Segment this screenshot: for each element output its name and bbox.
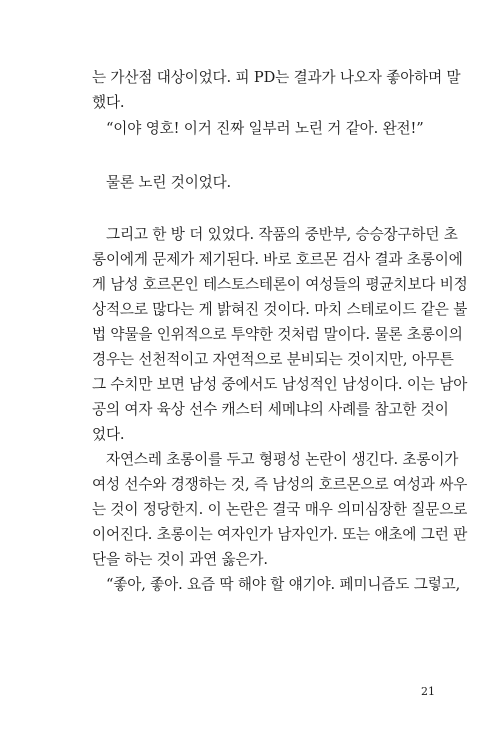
text-line: 자연스레 초롱이를 두고 형평성 논란이 생긴다. 초롱이가 (106, 451, 459, 468)
text-line: 이어진다. 초롱이는 여자인가 남자인가. 또는 애초에 그런 판 (92, 526, 468, 543)
text-line: “이야 영호! 이거 진짜 일부러 노린 거 같아. 완전!” (106, 120, 424, 137)
text-line: 게 남성 호르몬인 테스토스테론이 여성들의 평균치보다 비정 (92, 276, 468, 293)
text-line: 는 가산점 대상이었다. 피 PD는 결과가 나오자 좋아하며 말 (92, 69, 461, 86)
text-line: 법 약물을 인위적으로 투약한 것처럼 말이다. 물론 초롱이의 (92, 326, 463, 343)
text-line: “좋아, 좋아. 요즘 딱 해야 할 얘기야. 페미니즘도 그렇고, (106, 576, 461, 593)
text-line: 물론 노린 것이었다. (106, 174, 232, 191)
text-line: 단을 하는 것이 과연 옳은가. (92, 551, 268, 568)
text-line: 그리고 한 방 더 있었다. 작품의 중반부, 승승장구하던 초 (106, 226, 458, 243)
text-line: 공의 여자 육상 선수 캐스터 세메냐의 사례를 참고한 것이 (92, 401, 449, 418)
text-line: 했다. (92, 94, 125, 111)
text-line: 었다. (92, 426, 125, 443)
text-line: 경우는 선천적이고 자연적으로 분비되는 것이지만, 아무튼 (92, 351, 454, 368)
text-line: 여성 선수와 경쟁하는 것, 즉 남성의 호르몬으로 여성과 싸우 (92, 476, 468, 493)
text-line: 롱이에게 문제가 제기된다. 바로 호르몬 검사 결과 초롱이에 (92, 251, 463, 268)
text-line: 는 것이 정당한지. 이 논란은 결국 매우 의미심장한 질문으로 (92, 501, 468, 518)
page-number: 21 (421, 685, 435, 698)
text-line: 상적으로 많다는 게 밝혀진 것이다. 마치 스테로이드 같은 불 (92, 301, 468, 318)
text-line: 그 수치만 보면 남성 중에서도 남성적인 남성이다. 이는 남아 (92, 376, 468, 393)
